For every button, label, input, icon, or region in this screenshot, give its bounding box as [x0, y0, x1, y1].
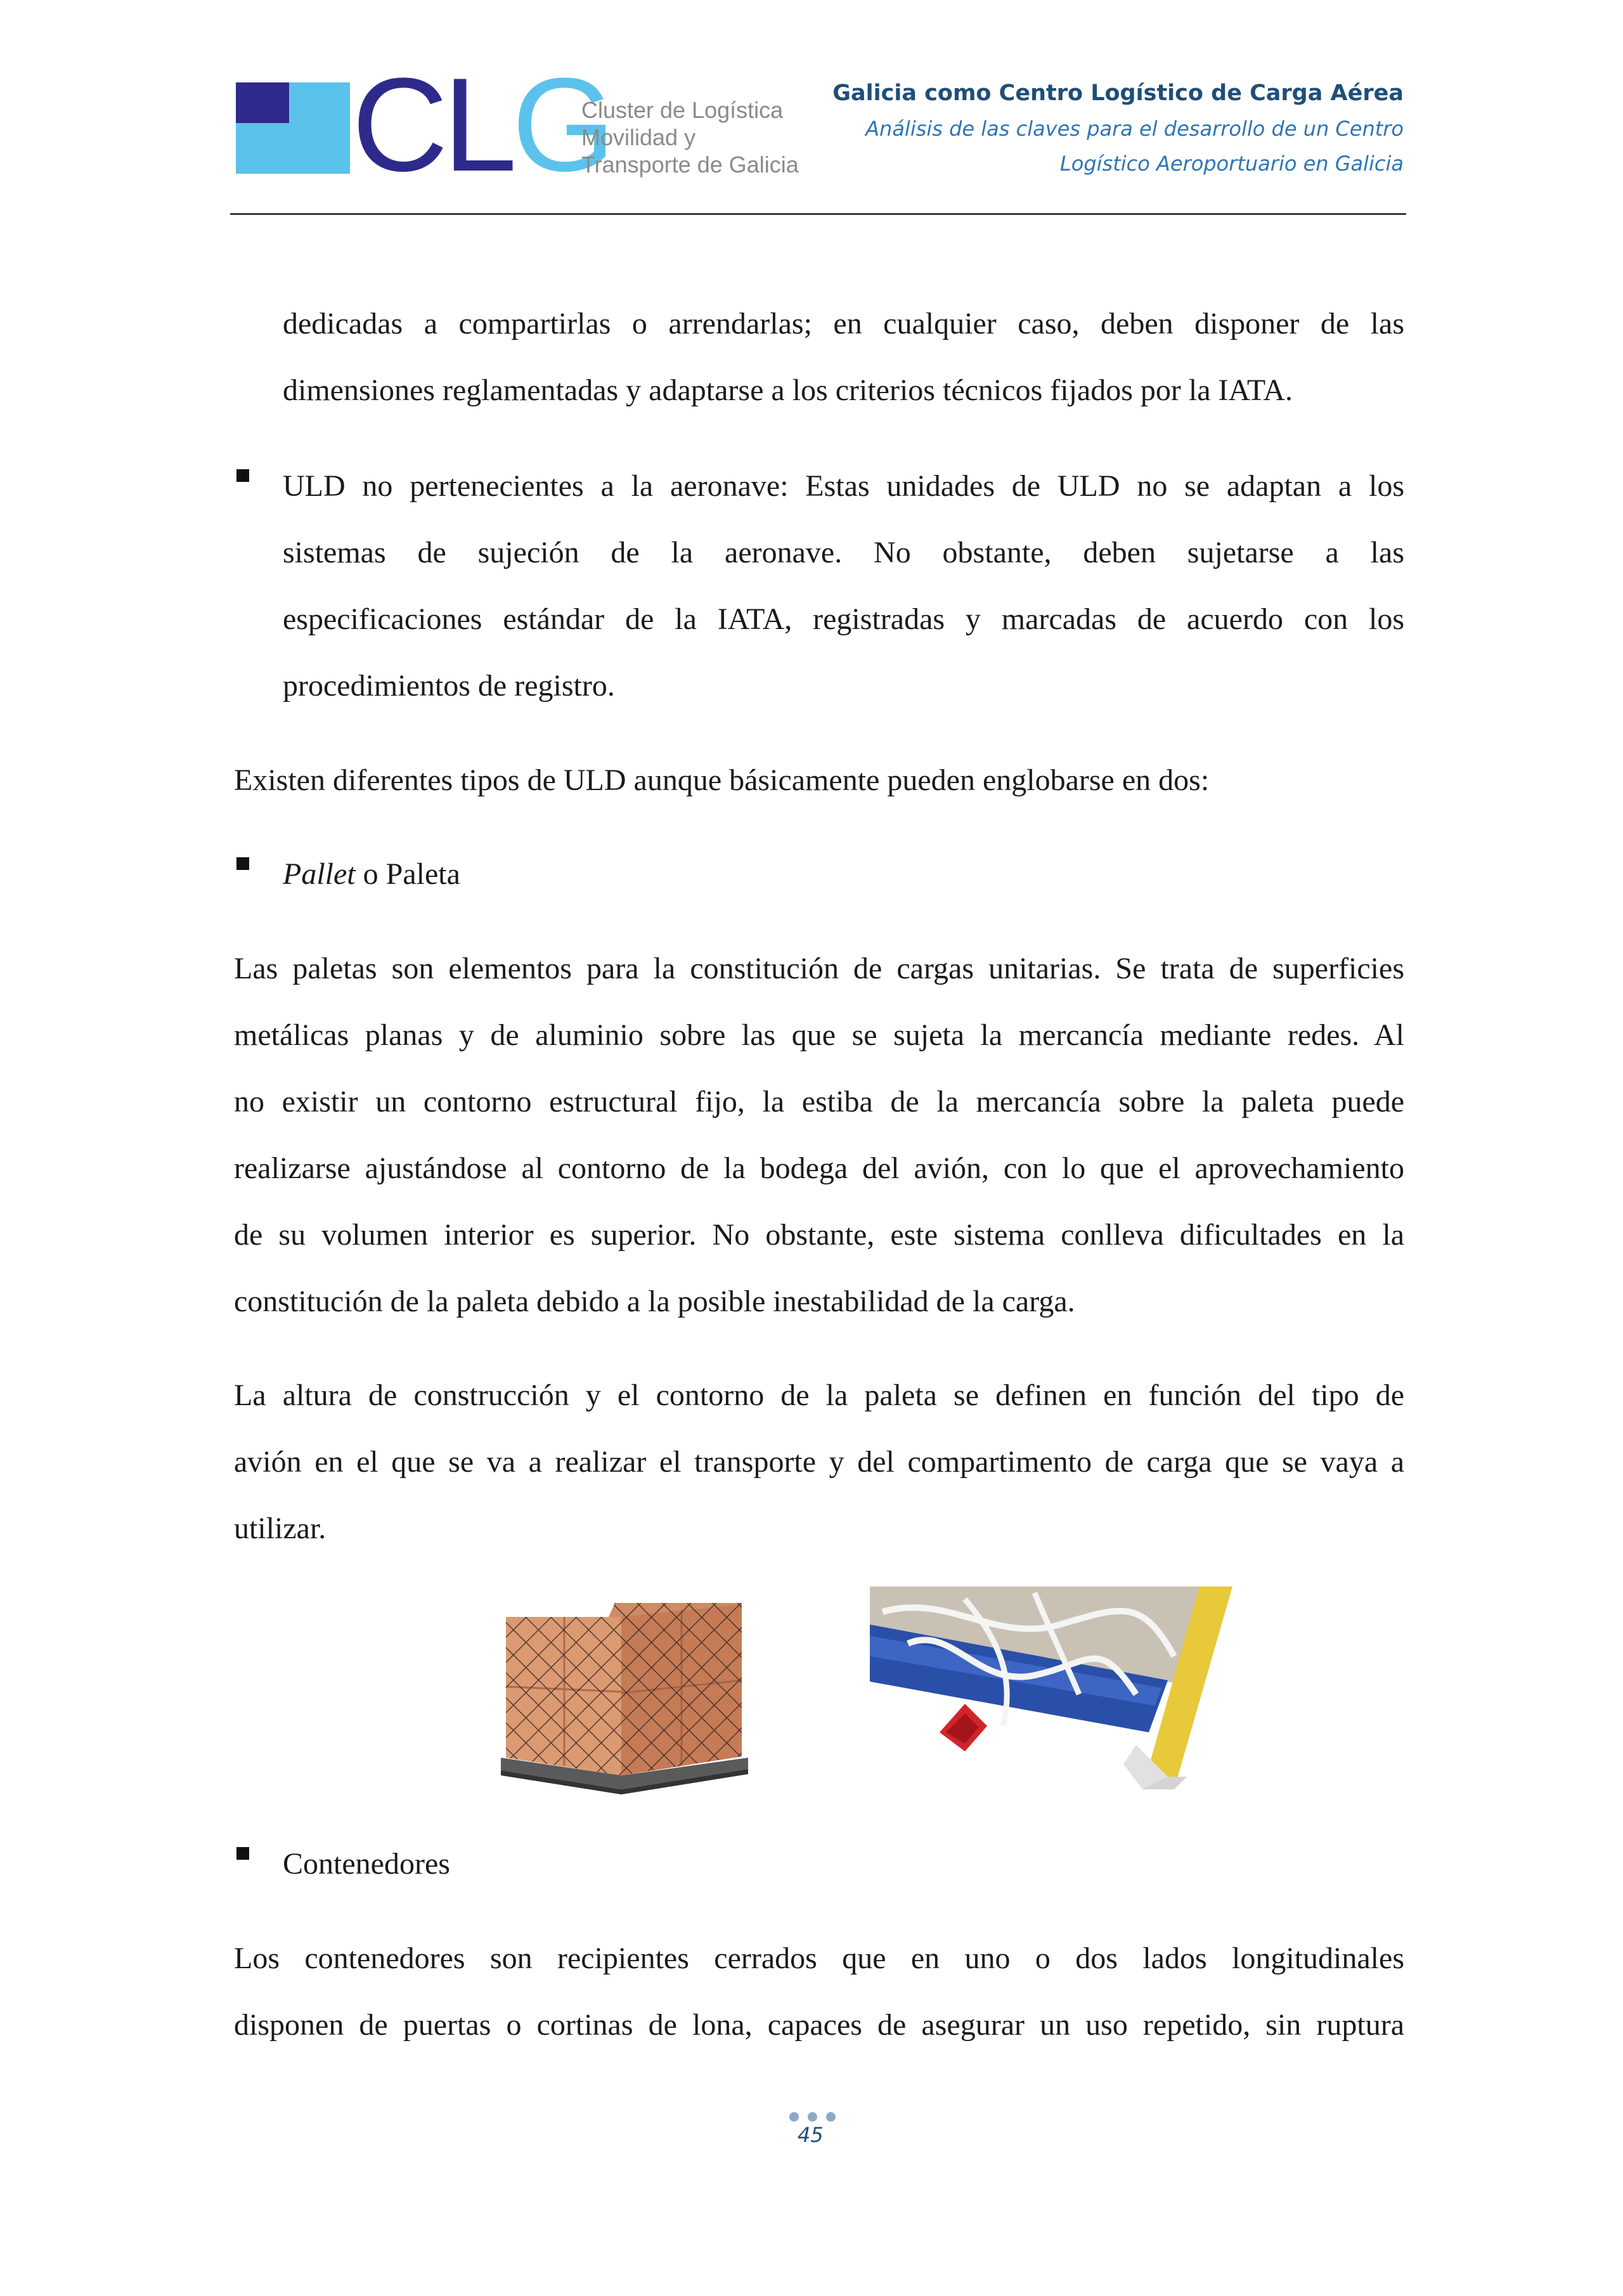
netted-pallet-image: [501, 1592, 748, 1794]
page-number: 45: [798, 2123, 824, 2147]
page-header: [0, 0, 1623, 219]
logo-letters: CLG: [352, 50, 611, 199]
document-subtitle-line2: Logístico Aeroportuario en Galicia: [1059, 152, 1404, 176]
uld-types-intro: Existen diferentes tipos de ULD aunque básicamente pueden englobarse en dos:: [234, 763, 1210, 797]
continuation-paragraph: dedicadas a compartirlas o arrendarlas; en cualquier caso, deben disponer de las dimensiones reglamentadas y adaptarse a los criterios técnicos fijados por la IATA.: [283, 307, 1404, 407]
pallet-paragraph: Las paletas son elementos para la constitución de cargas unitarias. Se trata de superficies metálicas planas y de aluminio sobre las que se sujeta la mercancía mediante redes. Al no existir un contorno estructural fijo, la estiba de la mercancía sobre la paleta puede realizarse ajustándose al contorno de la bodega del avión, con lo que el aprovechamiento de su volumen interior es superior. No obstante, este sistema conlleva dificultades en la constitución de la paleta debido a la posible inestabilidad de la carga.: [234, 952, 1404, 1318]
containers-paragraph: Los contenedores son recipientes cerrados que en uno o dos lados longitudinales disponen de puertas o cortinas de lona, capaces de asegurar un uso repetido, sin ruptura: [234, 1942, 1404, 2042]
clg-logo: [236, 50, 806, 199]
logo-text: Cluster de Logística Movilidad y Transporte de Galicia: [581, 97, 799, 178]
logo-square-dark: [236, 82, 289, 123]
square-bullet-icon: [236, 469, 249, 482]
bullet-containers: Contenedores: [283, 1847, 450, 1881]
bullet-uld-not-aircraft: ULD no pertenecientes a la aeronave: Estas unidades de ULD no se adaptan a los sistemas de sujeción de la aeronave. No obstante, deben sujetarse a las especificaciones estándar de la IATA, registradas y marcadas de acuerdo con los procedimientos de registro.: [283, 469, 1404, 703]
document-title: Galicia como Centro Logístico de Carga Aérea: [832, 81, 1404, 106]
pallet-height-paragraph: La altura de construcción y el contorno de la paleta se definen en función del tipo de avión en el que se va a realizar el transporte y del compartimento de carga que se vaya a utilizar.: [234, 1378, 1404, 1545]
square-bullet-icon: [236, 857, 249, 870]
header-titles: [832, 75, 1404, 181]
square-bullet-icon: [236, 1847, 249, 1860]
bullet-pallet: Pallet o Paleta: [283, 857, 460, 891]
document-subtitle-line1: Análisis de las claves para el desarrollo de un Centro: [865, 117, 1404, 141]
pallet-edge-net-image: [870, 1586, 1232, 1798]
header-divider: [230, 213, 1406, 215]
